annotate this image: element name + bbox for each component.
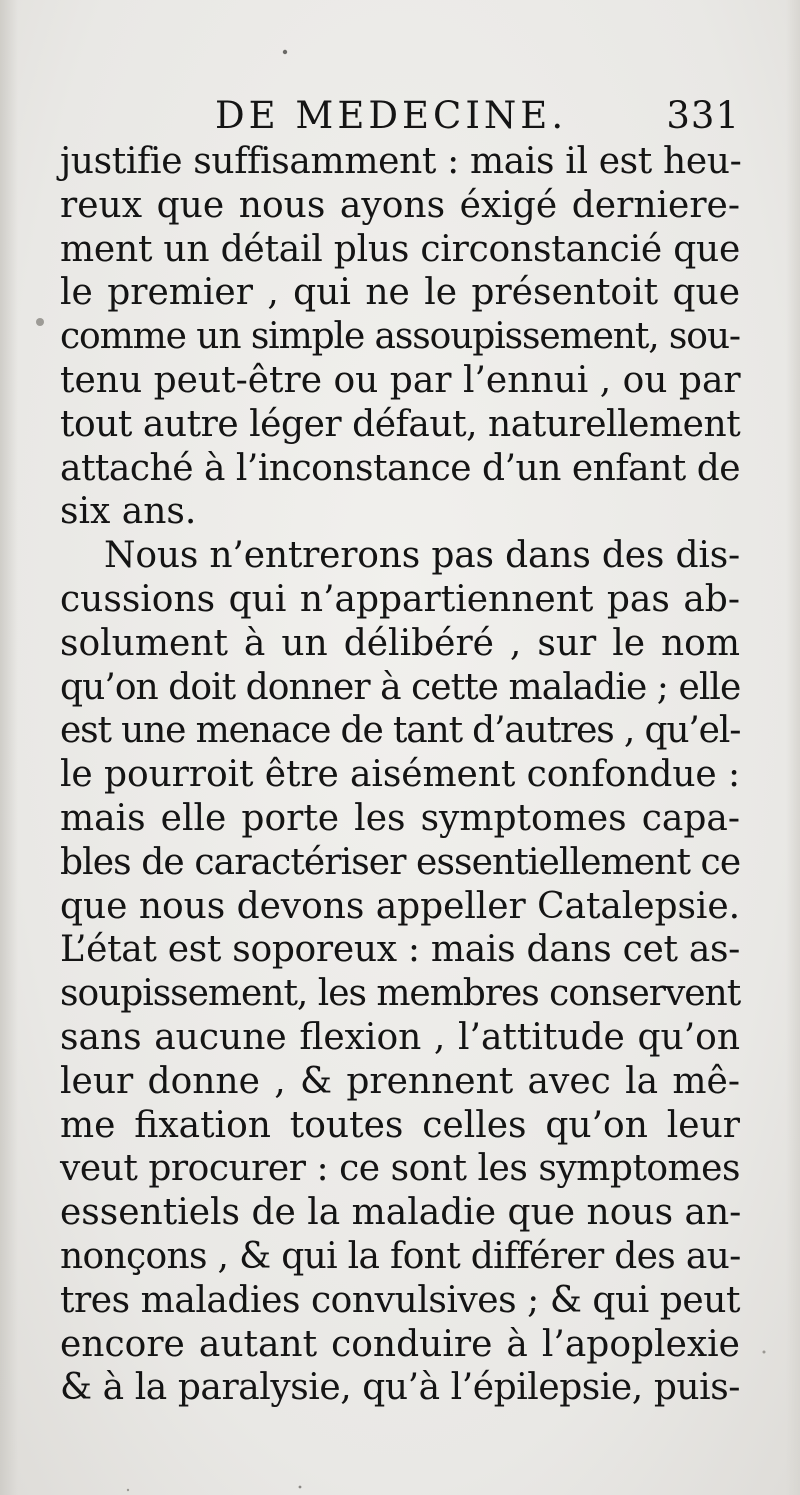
text-line: est une menace de tant d’autres , qu’el- bbox=[60, 710, 741, 752]
paragraph-first-line: Nous n’entrerons pas dans des dis- bbox=[104, 535, 740, 577]
text-line: cussions qui n’appartiennent pas ab- bbox=[60, 578, 740, 620]
text-line: ment un détail plus circonstancié que bbox=[60, 228, 741, 270]
text-line: que nous devons appeller Catalepsie. bbox=[60, 885, 740, 927]
text-line: veut procurer : ce sont les symptomes bbox=[60, 1148, 740, 1190]
text-line: tres maladies convulsives ; & qui peut bbox=[60, 1279, 741, 1321]
text-line: attaché à l’inconstance d’un enfant de bbox=[60, 447, 741, 489]
text-line: me fixation toutes celles qu’on leur bbox=[60, 1104, 740, 1146]
text-line: mais elle porte les symptomes capa- bbox=[60, 797, 740, 839]
text-line: essentiels de la maladie que nous an- bbox=[60, 1192, 742, 1234]
text-line: tenu peut-être ou par l’ennui , ou par bbox=[60, 359, 741, 401]
body-text bbox=[60, 140, 740, 1410]
page-number: 331 bbox=[666, 94, 740, 137]
text-line: le pourroit être aisément confondue : bbox=[60, 754, 741, 796]
running-head bbox=[60, 92, 740, 138]
text-line: soupissement, les membres conservent bbox=[60, 973, 741, 1015]
text-line: leur donne , & prennent avec la mê- bbox=[60, 1060, 740, 1102]
text-line: nonçons , & qui la font différer des au- bbox=[60, 1235, 741, 1277]
text-line: bles de caractériser essentiellement ce bbox=[60, 841, 741, 883]
text-line: L’état est soporeux : mais dans cet as- bbox=[60, 929, 740, 971]
running-title: DE MEDECINE. bbox=[215, 94, 568, 137]
text-line: tout autre léger défaut, naturellement bbox=[60, 403, 741, 445]
text-line: qu’on doit donner à cette maladie ; elle bbox=[60, 666, 741, 708]
text-line: justifie suffisamment : mais il est heu- bbox=[60, 141, 742, 182]
text-line: comme un simple assoupissement, sou- bbox=[60, 316, 740, 358]
text-line: reux que nous ayons éxigé derniere- bbox=[60, 184, 740, 226]
text-line: encore autant conduire à l’apoplexie bbox=[60, 1323, 740, 1365]
text-line: le premier , qui ne le présentoit que bbox=[60, 272, 740, 314]
paragraph-last-line: six ans. bbox=[60, 491, 197, 533]
text-line: solument à un délibéré , sur le nom bbox=[60, 622, 740, 664]
text-line: & à la paralysie, qu’à l’épilepsie, puis- bbox=[60, 1367, 740, 1409]
text-line: sans aucune flexion , l’attitude qu’on bbox=[60, 1016, 740, 1058]
